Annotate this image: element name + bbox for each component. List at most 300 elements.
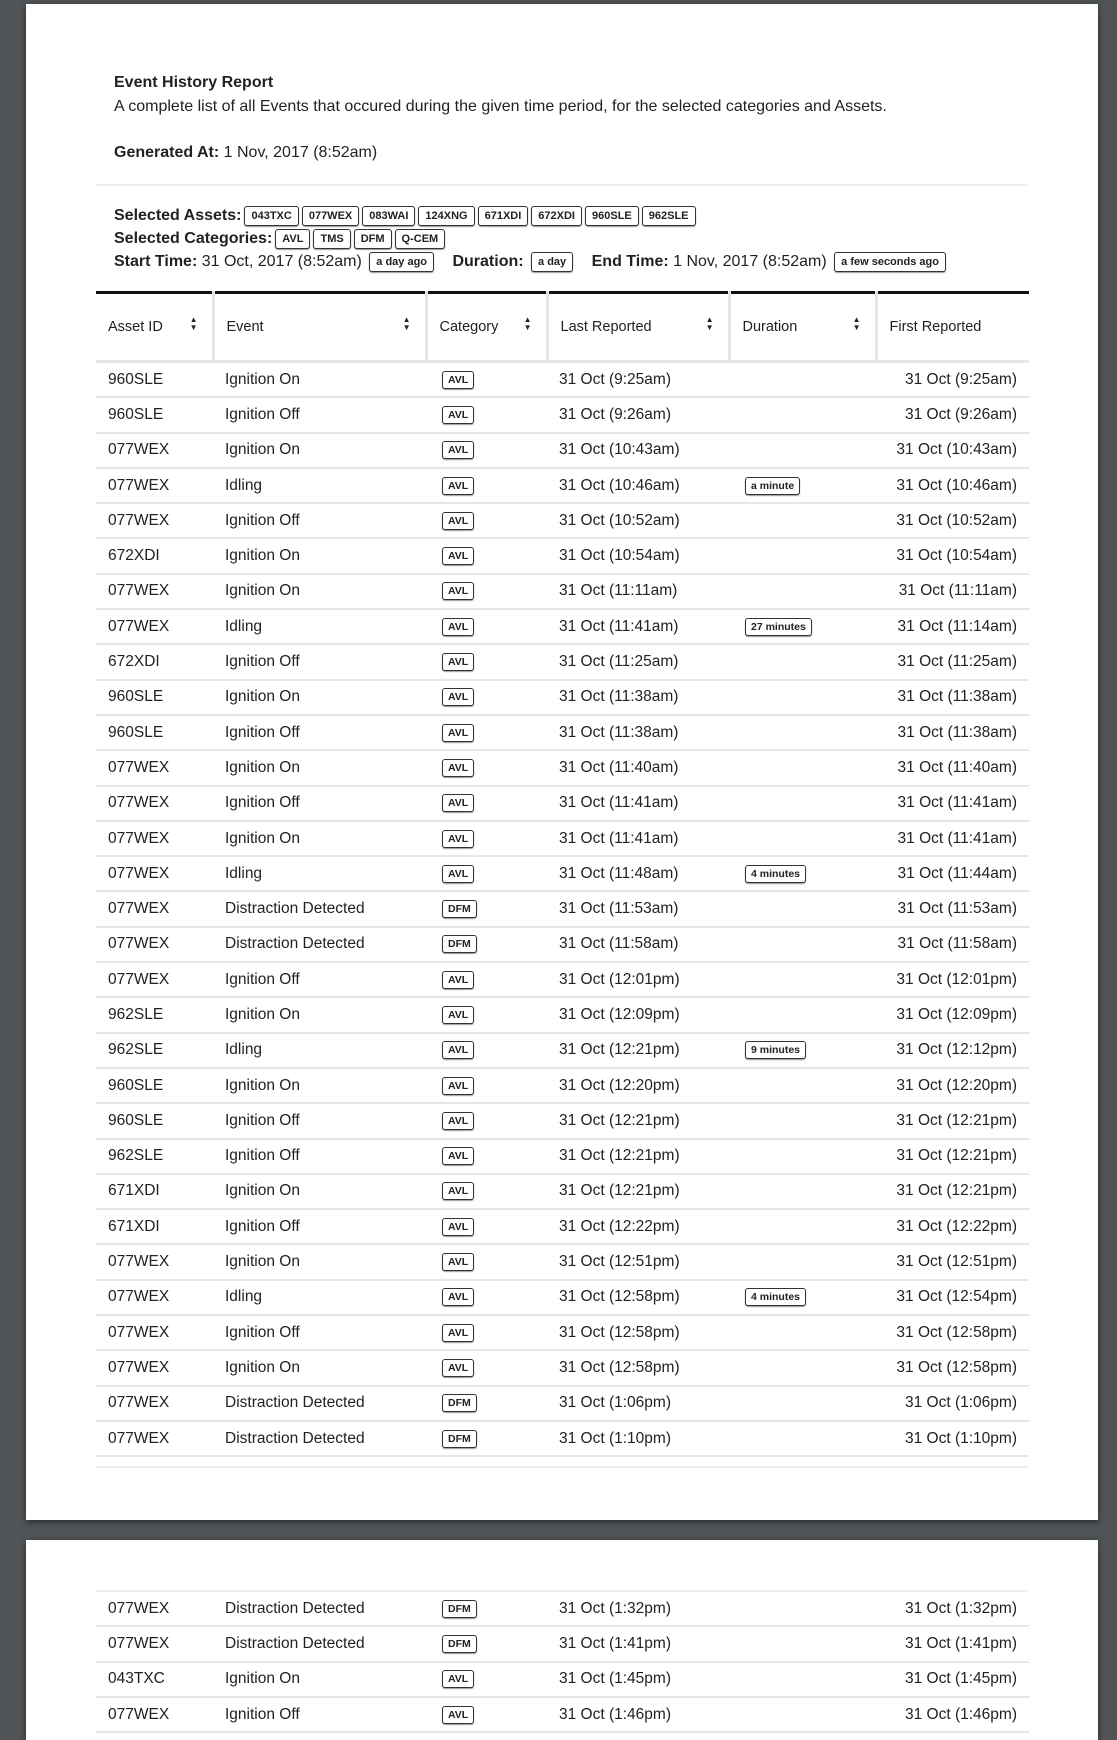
event-cell: Ignition On [213,821,426,856]
asset-badge: 043TXC [244,206,298,226]
category-badge: AVL [442,653,474,671]
column-header-category[interactable] [426,293,547,362]
category-badge: AVL [442,759,474,777]
event-cell: Ignition Off [213,397,426,432]
table-row [96,433,1029,468]
table-row [96,1033,1029,1068]
first-reported-cell: 31 Oct (1:41pm) [876,1626,1029,1661]
category-cell [426,644,547,679]
duration-cell [729,1139,876,1174]
table-row [96,1103,1029,1138]
duration-badge: a day [531,252,573,272]
first-reported-cell: 31 Oct (1:06pm) [876,1386,1029,1421]
start-label: Start Time: [114,253,198,270]
end-relative-badge: a few seconds ago [834,252,946,272]
category-cell [426,538,547,573]
asset-id-cell: 077WEX [96,786,213,821]
category-cell [426,468,547,503]
asset-id-cell: 077WEX [96,1280,213,1315]
divider [96,1466,1028,1468]
last-reported-cell: 31 Oct (1:32pm) [547,1592,729,1626]
category-badge: AVL [442,1359,474,1377]
event-cell: Ignition On [213,538,426,573]
event-cell: Ignition Off [213,715,426,750]
category-badge: AVL [442,406,474,424]
table-row [96,1174,1029,1209]
end-value: 1 Nov, 2017 (8:52am) [668,253,827,270]
duration-cell [729,503,876,538]
asset-id-cell: 962SLE [96,997,213,1032]
category-badge: AVL [442,477,474,495]
last-reported-cell: 31 Oct (9:25am) [547,362,729,398]
event-cell: Distraction Detected [213,927,426,962]
table-row [96,1244,1029,1279]
event-cell: Ignition Off [213,1209,426,1244]
first-reported-cell: 31 Oct (9:26am) [876,397,1029,432]
event-cell: Distraction Detected [213,1386,426,1421]
column-header-last-reported[interactable] [547,293,729,362]
column-header-first-reported[interactable] [876,293,1029,362]
start-relative-badge: a day ago [369,252,434,272]
duration-cell [729,1174,876,1209]
last-reported-cell: 31 Oct (1:45pm) [547,1662,729,1697]
category-badge: TMS [313,229,350,249]
event-cell: Idling [213,1033,426,1068]
category-cell [426,397,547,432]
last-reported-cell: 31 Oct (1:10pm) [547,1421,729,1456]
last-reported-cell: 31 Oct (1:41pm) [547,1626,729,1661]
duration-cell [729,680,876,715]
first-reported-cell: 31 Oct (12:54pm) [876,1280,1029,1315]
category-badge: DFM [442,1635,477,1653]
column-header-label: Event [226,319,264,335]
table-row [96,891,1029,926]
table-row [96,1386,1029,1421]
first-reported-cell: 31 Oct (1:10pm) [876,1421,1029,1456]
duration-cell [729,997,876,1032]
duration-cell [729,538,876,573]
category-cell [426,715,547,750]
category-badge: AVL [442,547,474,565]
divider [96,184,1028,186]
column-header-asset-id[interactable] [96,293,213,362]
event-cell: Ignition On [213,574,426,609]
duration-badge: 9 minutes [745,1041,806,1059]
asset-badge: 124XNG [418,206,474,226]
table-row [96,680,1029,715]
first-reported-cell: 31 Oct (12:20pm) [876,1068,1029,1103]
duration-badge: 27 minutes [745,618,812,636]
last-reported-cell: 31 Oct (11:58am) [547,927,729,962]
duration-cell [729,821,876,856]
asset-id-cell: 077WEX [96,1421,213,1456]
category-cell [426,1174,547,1209]
event-cell: Ignition Off [213,786,426,821]
sort-icon[interactable]: ▲ ▼ [852,315,861,332]
first-reported-cell: 31 Oct (10:46am) [876,468,1029,503]
last-reported-cell: 31 Oct (12:58pm) [547,1280,729,1315]
duration-cell [729,1626,876,1661]
duration-cell [729,962,876,997]
table-row [96,1592,1029,1626]
category-cell [426,1386,547,1421]
table-row [96,927,1029,962]
event-cell: Ignition On [213,362,426,398]
duration-cell [729,1350,876,1385]
duration-cell [729,750,876,785]
last-reported-cell: 31 Oct (1:46pm) [547,1697,729,1732]
duration-cell [729,574,876,609]
event-cell: Ignition Off [213,644,426,679]
category-badge: AVL [442,1112,474,1130]
first-reported-cell: 31 Oct (12:12pm) [876,1033,1029,1068]
duration-cell [729,1421,876,1456]
table-row [96,362,1029,398]
category-cell [426,1697,547,1732]
last-reported-cell: 31 Oct (11:38am) [547,680,729,715]
first-reported-cell: 31 Oct (12:09pm) [876,997,1029,1032]
duration-cell [729,644,876,679]
duration-label: Duration: [452,253,524,270]
category-cell [426,1350,547,1385]
category-cell [426,1103,547,1138]
first-reported-cell: 31 Oct (11:38am) [876,680,1029,715]
asset-badge: 672XDI [531,206,582,226]
asset-id-cell: 960SLE [96,1103,213,1138]
last-reported-cell: 31 Oct (9:26am) [547,397,729,432]
duration-cell [729,1280,876,1315]
event-cell: Ignition Off [213,1103,426,1138]
column-header-label: First Reported [889,319,982,335]
table-row [96,1209,1029,1244]
first-reported-cell: 31 Oct (1:32pm) [876,1592,1029,1626]
category-badge: AVL [442,1670,474,1688]
column-header-label: Asset ID [108,319,163,335]
last-reported-cell: 31 Oct (12:09pm) [547,997,729,1032]
sort-icon[interactable]: ▲ ▼ [705,315,714,332]
asset-badge: 962SLE [642,206,696,226]
event-cell: Idling [213,856,426,891]
category-cell [426,574,547,609]
duration-cell [729,1662,876,1697]
sort-icon[interactable]: ▲ ▼ [523,315,532,332]
table-row [96,1068,1029,1103]
last-reported-cell: 31 Oct (12:21pm) [547,1103,729,1138]
category-cell [426,362,547,398]
category-badge: DFM [354,229,392,249]
end-label: End Time: [591,253,669,270]
last-reported-cell: 31 Oct (12:21pm) [547,1174,729,1209]
category-badge: AVL [442,1006,474,1024]
category-badge: AVL [442,582,474,600]
category-badge: AVL [442,1253,474,1271]
category-badge: AVL [442,1288,474,1306]
last-reported-cell: 31 Oct (11:53am) [547,891,729,926]
last-reported-cell: 31 Oct (12:21pm) [547,1033,729,1068]
category-cell [426,821,547,856]
report-page-2 [26,1540,1098,1740]
category-cell [426,1209,547,1244]
category-badge: AVL [442,688,474,706]
asset-id-cell: 077WEX [96,1386,213,1421]
category-badge: DFM [442,1600,477,1618]
asset-id-cell: 672XDI [96,538,213,573]
asset-id-cell: 077WEX [96,503,213,538]
category-cell [426,1662,547,1697]
event-cell: Ignition On [213,1068,426,1103]
table-row [96,1280,1029,1315]
table-row [96,1697,1029,1732]
category-cell [426,1139,547,1174]
last-reported-cell: 31 Oct (11:48am) [547,856,729,891]
first-reported-cell: 31 Oct (11:41am) [876,821,1029,856]
table-row [96,397,1029,432]
table-row [96,468,1029,503]
event-cell: Ignition Off [213,962,426,997]
last-reported-cell: 31 Oct (12:20pm) [547,1068,729,1103]
category-cell [426,1033,547,1068]
asset-badge: 083WAI [362,206,415,226]
category-badge: AVL [442,830,474,848]
table-row [96,1421,1029,1456]
category-badge: AVL [442,1324,474,1342]
event-cell: Ignition Off [213,1697,426,1732]
generated-value: 1 Nov, 2017 (8:52am) [219,144,378,161]
duration-cell [729,856,876,891]
asset-id-cell: 077WEX [96,1626,213,1661]
event-cell: Ignition On [213,433,426,468]
duration-cell [729,609,876,644]
last-reported-cell: 31 Oct (11:41am) [547,786,729,821]
events-table-continued [96,1592,1029,1733]
category-badge: AVL [442,1706,474,1724]
first-reported-cell: 31 Oct (12:58pm) [876,1350,1029,1385]
first-reported-cell: 31 Oct (1:46pm) [876,1697,1029,1732]
column-header-label: Last Reported [560,319,652,335]
table-row [96,821,1029,856]
duration-cell [729,362,876,398]
category-cell [426,1280,547,1315]
category-badge: AVL [442,794,474,812]
first-reported-cell: 31 Oct (11:41am) [876,786,1029,821]
asset-id-cell: 672XDI [96,644,213,679]
first-reported-cell: 31 Oct (9:25am) [876,362,1029,398]
event-cell: Distraction Detected [213,1421,426,1456]
generated-at [114,144,377,162]
event-cell: Distraction Detected [213,1626,426,1661]
category-cell [426,786,547,821]
asset-id-cell: 077WEX [96,750,213,785]
duration-cell [729,927,876,962]
first-reported-cell: 31 Oct (1:45pm) [876,1662,1029,1697]
duration-cell [729,1068,876,1103]
first-reported-cell: 31 Oct (12:58pm) [876,1315,1029,1350]
category-cell [426,1626,547,1661]
event-cell: Ignition Off [213,1315,426,1350]
asset-id-cell: 077WEX [96,1315,213,1350]
last-reported-cell: 31 Oct (1:06pm) [547,1386,729,1421]
asset-id-cell: 077WEX [96,1350,213,1385]
duration-cell [729,1103,876,1138]
first-reported-cell: 31 Oct (12:22pm) [876,1209,1029,1244]
sort-icon[interactable]: ▲ ▼ [189,315,198,332]
last-reported-cell: 31 Oct (11:41am) [547,609,729,644]
report-description: A complete list of all Events that occured during the given time period, for the selected categories and Assets. [114,98,887,115]
asset-id-cell: 671XDI [96,1174,213,1209]
duration-badge: 4 minutes [745,1288,806,1306]
category-badge: AVL [442,1077,474,1095]
first-reported-cell: 31 Oct (11:44am) [876,856,1029,891]
category-cell [426,680,547,715]
category-cell [426,1421,547,1456]
table-row [96,1350,1029,1385]
table-row [96,750,1029,785]
event-cell: Ignition On [213,1662,426,1697]
first-reported-cell: 31 Oct (12:21pm) [876,1103,1029,1138]
duration-cell [729,433,876,468]
category-cell [426,1592,547,1626]
category-cell [426,997,547,1032]
table-row [96,574,1029,609]
table-row [96,786,1029,821]
asset-badge: 671XDI [478,206,529,226]
asset-id-cell: 671XDI [96,1209,213,1244]
last-reported-cell: 31 Oct (12:22pm) [547,1209,729,1244]
duration-cell [729,1386,876,1421]
asset-id-cell: 960SLE [96,715,213,750]
first-reported-cell: 31 Oct (10:54am) [876,538,1029,573]
last-reported-cell: 31 Oct (12:51pm) [547,1244,729,1279]
first-reported-cell: 31 Oct (11:40am) [876,750,1029,785]
asset-id-cell: 077WEX [96,1244,213,1279]
asset-id-cell: 960SLE [96,1068,213,1103]
report-page-1 [26,4,1098,1520]
time-range [114,250,946,273]
column-header-duration[interactable] [729,293,876,362]
asset-badge: 077WEX [302,206,359,226]
asset-id-cell: 077WEX [96,927,213,962]
category-cell [426,1244,547,1279]
table-row [96,503,1029,538]
category-cell [426,609,547,644]
table-row [96,609,1029,644]
table-row [96,1626,1029,1661]
column-header-event[interactable] [213,293,426,362]
event-cell: Distraction Detected [213,891,426,926]
event-cell: Ignition Off [213,503,426,538]
table-row [96,1662,1029,1697]
last-reported-cell: 31 Oct (10:52am) [547,503,729,538]
duration-cell [729,891,876,926]
event-cell: Distraction Detected [213,1592,426,1626]
category-cell [426,891,547,926]
event-cell: Ignition On [213,997,426,1032]
asset-id-cell: 960SLE [96,397,213,432]
duration-cell [729,715,876,750]
last-reported-cell: 31 Oct (12:21pm) [547,1139,729,1174]
event-cell: Ignition On [213,1244,426,1279]
table-row [96,962,1029,997]
first-reported-cell: 31 Oct (11:38am) [876,715,1029,750]
first-reported-cell: 31 Oct (10:43am) [876,433,1029,468]
asset-id-cell: 077WEX [96,574,213,609]
column-header-label: Duration [742,319,798,335]
asset-id-cell: 077WEX [96,609,213,644]
asset-id-cell: 077WEX [96,468,213,503]
first-reported-cell: 31 Oct (10:52am) [876,503,1029,538]
category-badge: DFM [442,900,477,918]
selected-categories [114,227,946,250]
assets-label: Selected Assets: [114,207,242,224]
category-badge: DFM [442,935,477,953]
event-cell: Idling [213,1280,426,1315]
asset-id-cell: 077WEX [96,1592,213,1626]
duration-cell [729,1697,876,1732]
duration-badge: 4 minutes [745,865,806,883]
category-badge: AVL [442,441,474,459]
duration-cell [729,397,876,432]
selected-assets [114,204,946,227]
last-reported-cell: 31 Oct (12:01pm) [547,962,729,997]
last-reported-cell: 31 Oct (11:41am) [547,821,729,856]
table-row [96,1315,1029,1350]
category-badge: AVL [442,1218,474,1236]
category-cell [426,503,547,538]
first-reported-cell: 31 Oct (11:11am) [876,574,1029,609]
category-badge: DFM [442,1430,477,1448]
category-badge: AVL [442,1182,474,1200]
last-reported-cell: 31 Oct (10:46am) [547,468,729,503]
duration-cell [729,1592,876,1626]
first-reported-cell: 31 Oct (12:01pm) [876,962,1029,997]
last-reported-cell: 31 Oct (11:25am) [547,644,729,679]
last-reported-cell: 31 Oct (12:58pm) [547,1315,729,1350]
start-value: 31 Oct, 2017 (8:52am) [197,253,362,270]
asset-id-cell: 077WEX [96,433,213,468]
asset-id-cell: 962SLE [96,1033,213,1068]
category-cell [426,927,547,962]
asset-id-cell: 960SLE [96,362,213,398]
category-badge: AVL [442,865,474,883]
category-badge: AVL [442,512,474,530]
event-cell: Ignition On [213,1350,426,1385]
category-cell [426,1315,547,1350]
asset-id-cell: 077WEX [96,891,213,926]
category-cell [426,856,547,891]
category-cell [426,1068,547,1103]
asset-id-cell: 077WEX [96,1697,213,1732]
event-cell: Idling [213,468,426,503]
category-badge: AVL [442,371,474,389]
category-cell [426,750,547,785]
first-reported-cell: 31 Oct (11:53am) [876,891,1029,926]
category-badge: DFM [442,1394,477,1412]
table-row [96,997,1029,1032]
category-cell [426,433,547,468]
duration-cell [729,468,876,503]
filters [114,204,946,273]
duration-badge: a minute [745,477,800,495]
category-badge: AVL [442,1147,474,1165]
last-reported-cell: 31 Oct (11:11am) [547,574,729,609]
duration-cell [729,786,876,821]
events-table [96,291,1029,1457]
sort-icon[interactable]: ▲ ▼ [402,315,411,332]
categories-label: Selected Categories: [114,230,273,247]
report-title: Event History Report [114,74,274,91]
category-badge: AVL [442,724,474,742]
category-badge: Q-CEM [395,229,446,249]
